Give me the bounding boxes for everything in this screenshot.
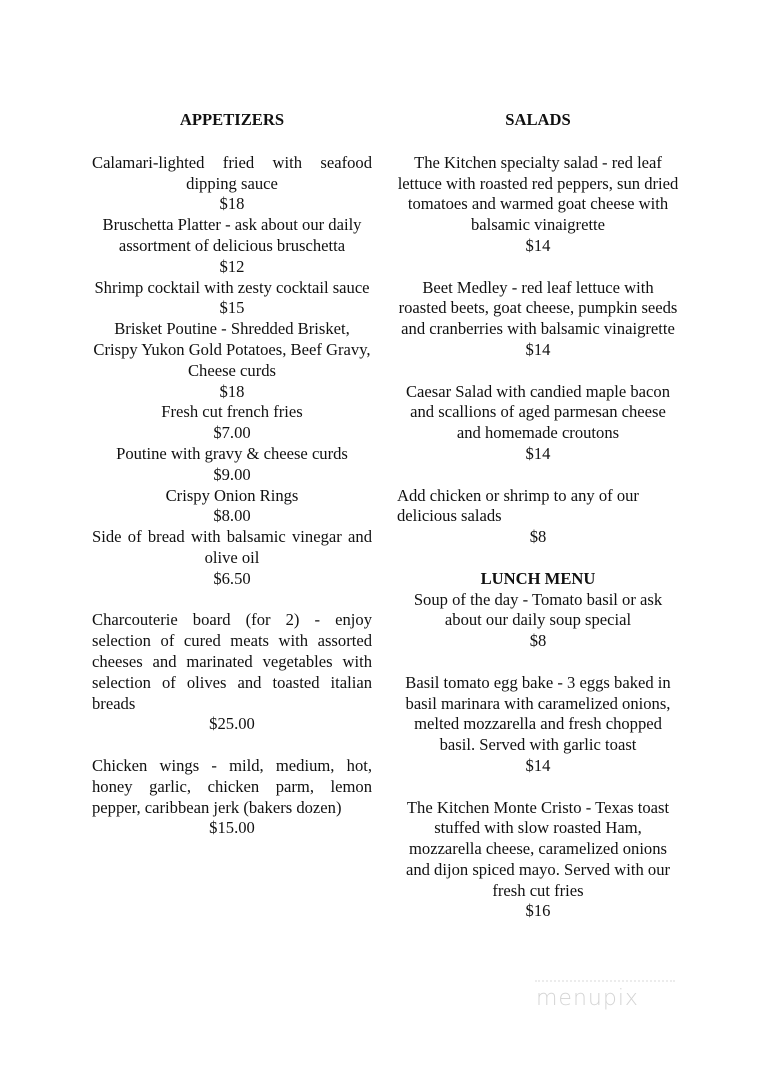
menu-item: [397, 673, 679, 777]
item-price: $18: [219, 194, 245, 214]
item-description: Shrimp cocktail with zesty cocktail sauce: [94, 277, 370, 297]
menu-item: [397, 798, 679, 923]
item-price: $15.00: [209, 818, 255, 838]
item-price: $14: [525, 235, 551, 255]
item-description: Soup of the day - Tomato basil or ask about our daily soup special: [413, 589, 663, 630]
item-price: $15: [219, 298, 245, 318]
salads-lunch-column: [397, 110, 679, 922]
salads-heading: SALADS: [505, 110, 571, 129]
item-description: Calamari-lighted fried with seafood dipping sauce: [92, 152, 372, 193]
menu-item: [397, 278, 679, 361]
item-description: Poutine with gravy & cheese curds: [116, 443, 348, 463]
item-price: $18: [219, 381, 245, 401]
item-description: Brisket Poutine - Shredded Brisket, Crispy Yukon Gold Potatoes, Beef Gravy, Cheese curds: [93, 319, 371, 380]
item-description: Add chicken or shrimp to any of our delicious salads: [397, 485, 639, 526]
menu-item: [92, 215, 372, 277]
menu-item: [397, 486, 679, 548]
menu-item: [92, 756, 372, 839]
item-price: $9.00: [213, 464, 251, 484]
menu-item: [92, 486, 372, 528]
item-price: $6.50: [213, 568, 251, 588]
item-price: $7.00: [213, 423, 251, 443]
lunch-menu-heading: LUNCH MENU: [480, 568, 596, 588]
menu-item: [92, 278, 372, 320]
item-price: $14: [525, 755, 551, 775]
menu-item: [92, 153, 372, 215]
appetizers-heading: APPETIZERS: [179, 110, 285, 129]
item-description: Fresh cut french fries: [161, 402, 303, 422]
menu-item: [397, 382, 679, 465]
watermark-logo: menupix: [536, 986, 639, 1011]
menu-item: [92, 444, 372, 486]
item-price: $8.00: [213, 506, 251, 526]
item-description: Bruschetta Platter - ask about our daily assortment of delicious bruschetta: [102, 215, 362, 255]
item-description: Charcouterie board (for 2) - enjoy selection of cured meats with assorted cheeses and marinated vegetables with selection of olives and toasted italian breads: [92, 610, 372, 713]
item-description: Chicken wings - mild, medium, hot, honey garlic, chicken parm, lemon pepper, caribbean jerk (bakers dozen): [92, 755, 372, 817]
menu-item: [92, 527, 372, 589]
appetizers-column: [92, 110, 372, 839]
item-description: The Kitchen specialty salad - red leaf lettuce with roasted red peppers, sun dried tomatoes and warmed goat cheese with balsamic vinaigrette: [397, 152, 679, 235]
menu-item: [92, 610, 372, 735]
item-description: Basil tomato egg bake - 3 eggs baked in basil marinara with caramelized onions, melted mozzarella and fresh chopped basil. Served with garlic toast: [405, 672, 671, 755]
item-price: $14: [525, 443, 551, 463]
item-price: $14: [525, 339, 551, 359]
menu-item: [397, 153, 679, 257]
item-price: $25.00: [209, 714, 255, 734]
item-price: $8: [529, 631, 547, 651]
watermark-decoration: [535, 980, 675, 985]
item-description: Crispy Onion Rings: [165, 485, 299, 505]
menu-item: [397, 590, 679, 652]
item-description: Beet Medley - red leaf lettuce with roasted beets, goat cheese, pumpkin seeds and cranberries with balsamic vinaigrette: [398, 277, 678, 339]
item-price: $12: [219, 256, 245, 276]
menu-item: [92, 402, 372, 444]
item-description: Side of bread with balsamic vinegar and olive oil: [92, 527, 372, 567]
item-price: $8: [529, 527, 547, 547]
item-price: $16: [525, 901, 551, 921]
item-description: The Kitchen Monte Cristo - Texas toast stuffed with slow roasted Ham, mozzarella cheese, caramelized onions and dijon spiced mayo. Served with our fresh cut fries: [405, 797, 671, 900]
item-description: Caesar Salad with candied maple bacon and scallions of aged parmesan cheese and homemade croutons: [405, 381, 671, 443]
menu-item: [92, 319, 372, 402]
